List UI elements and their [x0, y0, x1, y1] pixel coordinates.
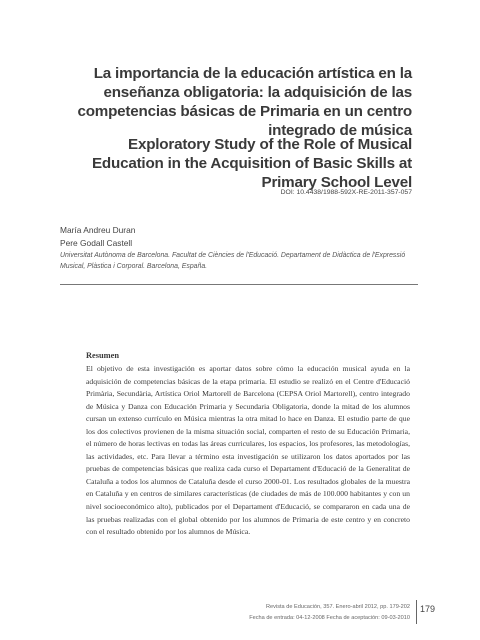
submission-dates: Fecha de entrada: 04-12-2008 Fecha de aceptación: 09-03-2010 [249, 615, 410, 621]
section-divider [60, 284, 418, 285]
page-number-divider [416, 600, 417, 624]
affiliation: Universitat Autònoma de Barcelona. Facultat de Ciències de l'Educació. Departament de Didàctica de l'Expressió Musical, Plàstica i Corporal. Barcelona, España. [60, 252, 406, 270]
doi[interactable]: DOI: 10.4438/1988-592X-RE-2011-357-057 [280, 189, 412, 196]
page-number: 179 [420, 604, 436, 614]
author-list [60, 224, 420, 250]
abstract-section [86, 351, 410, 539]
journal-citation: Revista de Educación, 357. Enero-abril 2012, pp. 179-202 [266, 604, 410, 610]
title-spanish: La importancia de la educación artística en la enseñanza obligatoria: la adquisición de las competencias básicas de Primaria en un centro integrado de música [77, 65, 412, 139]
author-name: María Andreu Duran [60, 225, 136, 235]
title-english: Exploratory Study of the Role of Musical Education in the Acquisition of Basic Skills at Primary School Level [92, 136, 412, 191]
abstract-heading: Resumen [86, 351, 120, 360]
author-name: Pere Godall Castell [60, 238, 133, 248]
abstract-body: El objetivo de esta investigación es aportar datos sobre cómo la educación musical ayuda en la adquisición de competencias básicas de la etapa primaria. El estudio se realizó en el Centre d'Educació Primària, Secundària, Artística Oriol Martorell de Barcelona (CEPSA Oriol Martorell), centro integrado de Música y Danza con Educación Primaria y Secundaria Obligatoria, donde la mitad de los alumnos cursan un extenso currículo en Música mientras la otra mitad lo hace en Danza. El estudio parte de que los dos colectivos provienen de la misma situación social, comparten el resto de su Educación Primaria, el número de horas lectivas en todas las áreas curriculares, los espacios, los profesores, las metodologías, las actividades, etc. Para llevar a término esta investigación se utilizaron los datos aportados por las pruebas de competencias básicas que realiza cada curso el Departament d'Educació de la Generalitat de Cataluña a todos los alumnos de Cataluña desde el curso 2000-01. Los resultados globales de la muestra en Cataluña y en centros de similares características (de ciudades de más de 100.000 habitantes y con un nivel socioeconómico alto), publicados por el Departament d'Educació, se compararon en cada una de las pruebas realizadas con el global obtenido por los alumnos de Primaria de este centro y en concreto con el resultado obtenido por los alumnos de Música. [86, 364, 410, 537]
